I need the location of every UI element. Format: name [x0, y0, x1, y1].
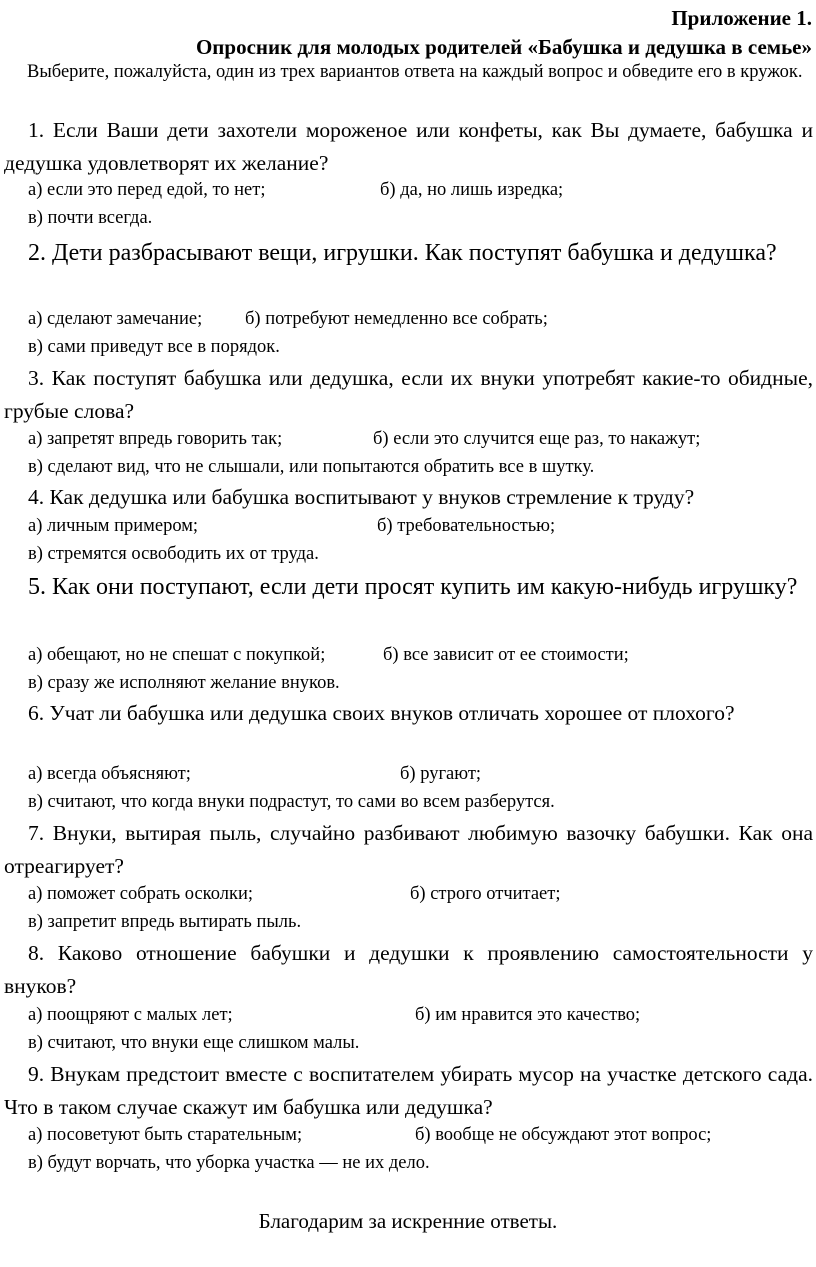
question-8: 8. Каково отношение бабушки и дедушки к проявлению самостоятельности у внуков? — [4, 941, 813, 998]
option-a: а) личным примером; — [28, 516, 199, 536]
question-6: 6. Учат ли бабушка или дедушка своих внуков отличать хорошее от плохого? — [28, 701, 735, 725]
question-7: 7. Внуки, вытирая пыль, случайно разбивают любимую вазочку бабушки. Как она отреагирует? — [4, 821, 813, 878]
question-8-options-ab — [28, 1001, 808, 1029]
question-9: 9. Внукам предстоит вместе с воспитателем убирать мусор на участке детского сада. Что в таком случае скажут им бабушка или дедушка? — [4, 1062, 813, 1119]
question-7-option-c: в) запретит впредь вытирать пыль. — [28, 912, 302, 932]
question-1: 1. Если Ваши дети захотели мороженое или конфеты, как Вы думаете, бабушка и дедушка удовлетворят их желание? — [4, 118, 813, 175]
option-a: а) обещают, но не спешат с покупкой; — [28, 645, 326, 665]
question-2-options-ab — [28, 305, 808, 333]
question-3: 3. Как поступят бабушка или дедушка, если их внуки употребят какие-то обидные, грубые слова? — [4, 366, 813, 423]
option-a: а) посоветуют быть старательным; — [28, 1125, 303, 1145]
question-5-options-ab — [28, 641, 808, 669]
option-b: б) потребуют немедленно все собрать; — [245, 309, 548, 329]
question-1-options-ab — [28, 176, 808, 204]
option-b: б) строго отчитает; — [410, 884, 561, 904]
question-6-options-ab — [28, 760, 808, 788]
question-8-option-c: в) считают, что внуки еще слишком малы. — [28, 1033, 360, 1053]
question-5-option-c: в) сразу же исполняют желание внуков. — [28, 673, 340, 693]
option-b: б) ругают; — [400, 764, 482, 784]
option-a: а) поможет собрать осколки; — [28, 884, 253, 904]
question-5: 5. Как они поступают, если дети просят купить им какую-нибудь игрушку? — [28, 574, 798, 600]
question-9-option-c: в) будут ворчать, что уборка участка — не их дело. — [28, 1153, 430, 1173]
option-b: б) им нравится это качество; — [415, 1005, 641, 1025]
question-2: 2. Дети разбрасывают вещи, игрушки. Как поступят бабушка и дедушка? — [28, 240, 777, 266]
option-a: а) поощряют с малых лет; — [28, 1005, 233, 1025]
option-b: б) все зависит от ее стоимости; — [383, 645, 629, 665]
question-4-options-ab — [28, 512, 808, 540]
appendix-label: Приложение 1. — [671, 6, 812, 30]
question-4: 4. Как дедушка или бабушка воспитывают у внуков стремление к труду? — [28, 485, 695, 509]
instructions: Выберите, пожалуйста, один из трех вариантов ответа на каждый вопрос и обведите его в кружок. — [27, 62, 803, 82]
option-a: а) если это перед едой, то нет; — [28, 180, 266, 200]
question-6-option-c: в) считают, что когда внуки подрастут, то сами во всем разберутся. — [28, 792, 555, 812]
question-3-option-c: в) сделают вид, что не слышали, или попытаются обратить все в шутку. — [28, 457, 595, 477]
option-b: б) требовательностью; — [377, 516, 556, 536]
page-title: Опросник для молодых родителей «Бабушка и дедушка в семье» — [195, 35, 812, 59]
question-4-option-c: в) стремятся освободить их от труда. — [28, 544, 319, 564]
option-a: а) сделают замечание; — [28, 309, 203, 329]
option-a: а) всегда объясняют; — [28, 764, 191, 784]
thanks-note: Благодарим за искренние ответы. — [258, 1209, 558, 1233]
question-1-option-c: в) почти всегда. — [28, 208, 153, 228]
question-2-option-c: в) сами приведут все в порядок. — [28, 337, 280, 357]
option-b: б) да, но лишь изредка; — [380, 180, 564, 200]
question-9-options-ab — [28, 1121, 808, 1149]
option-b: б) вообще не обсуждают этот вопрос; — [415, 1125, 712, 1145]
option-a: а) запретят впредь говорить так; — [28, 429, 283, 449]
question-3-options-ab — [28, 425, 808, 453]
question-7-options-ab — [28, 880, 808, 908]
option-b: б) если это случится еще раз, то накажут; — [373, 429, 701, 449]
